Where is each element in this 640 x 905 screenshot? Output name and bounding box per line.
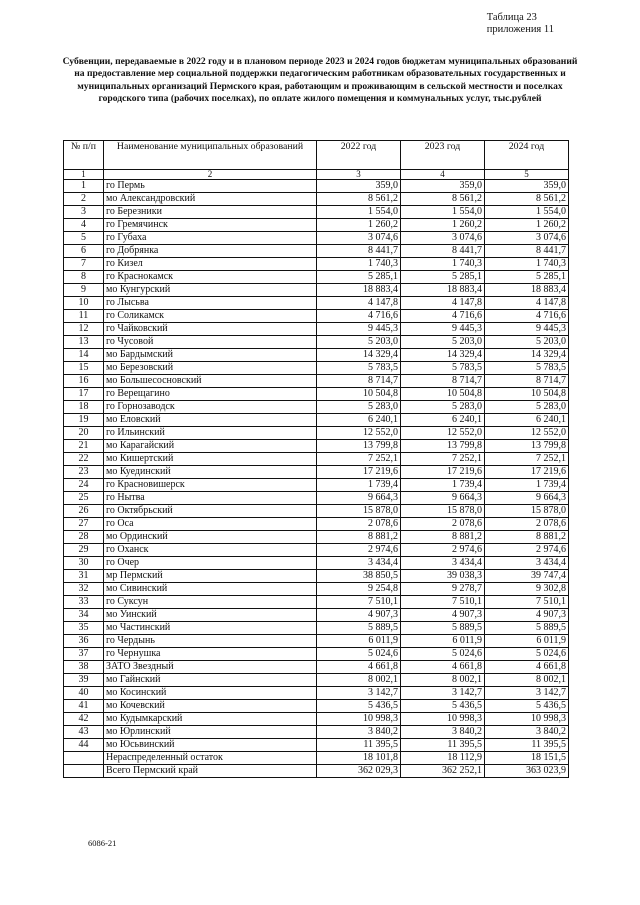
value-2022: 2 974,6 (317, 544, 401, 557)
municipality-name: мо Частинский (104, 622, 317, 635)
municipality-name: го Октябрьский (104, 505, 317, 518)
municipality-name: мо Уинский (104, 609, 317, 622)
municipality-name: го Пермь (104, 180, 317, 193)
value-2022: 10 998,3 (317, 713, 401, 726)
value-2022: 1 740,3 (317, 258, 401, 271)
municipality-name: ЗАТО Звездный (104, 661, 317, 674)
table-row (64, 518, 569, 531)
municipality-name: го Очер (104, 557, 317, 570)
value-2022: 10 504,8 (317, 388, 401, 401)
table-row (64, 336, 569, 349)
value-2023: 3 142,7 (401, 687, 485, 700)
value-2023: 10 504,8 (401, 388, 485, 401)
municipality-name: го Верещагино (104, 388, 317, 401)
value-2022: 18 101,8 (317, 752, 401, 765)
value-2022: 3 074,6 (317, 232, 401, 245)
value-2022: 2 078,6 (317, 518, 401, 531)
value-2023: 9 664,3 (401, 492, 485, 505)
value-2023: 7 252,1 (401, 453, 485, 466)
municipality-name: го Красновишерск (104, 479, 317, 492)
table-row (64, 648, 569, 661)
value-2022: 1 739,4 (317, 479, 401, 492)
municipality-name: мо Кудымкарский (104, 713, 317, 726)
table-row (64, 765, 569, 778)
municipality-name: го Чернушка (104, 648, 317, 661)
value-2023: 17 219,6 (401, 466, 485, 479)
value-2024: 3 074,6 (485, 232, 569, 245)
value-2024: 5 889,5 (485, 622, 569, 635)
row-number: 34 (64, 609, 104, 622)
municipality-name: мо Гайнский (104, 674, 317, 687)
table-header-row (64, 141, 569, 170)
value-2024: 363 023,9 (485, 765, 569, 778)
value-2023: 3 840,2 (401, 726, 485, 739)
row-number: 32 (64, 583, 104, 596)
municipality-name: Всего Пермский край (104, 765, 317, 778)
row-number: 41 (64, 700, 104, 713)
value-2022: 8 561,2 (317, 193, 401, 206)
value-2023: 5 783,5 (401, 362, 485, 375)
value-2024: 6 240,1 (485, 414, 569, 427)
value-2024: 13 799,8 (485, 440, 569, 453)
value-2024: 12 552,0 (485, 427, 569, 440)
table-row (64, 752, 569, 765)
value-2024: 11 395,5 (485, 739, 569, 752)
value-2023: 9 445,3 (401, 323, 485, 336)
value-2023: 5 285,1 (401, 271, 485, 284)
column-index: 1 (64, 170, 104, 180)
municipality-name: мо Кунгурский (104, 284, 317, 297)
value-2022: 1 260,2 (317, 219, 401, 232)
table-row (64, 466, 569, 479)
value-2023: 8 714,7 (401, 375, 485, 388)
municipality-name: го Суксун (104, 596, 317, 609)
table-row (64, 531, 569, 544)
municipality-name: го Соликамск (104, 310, 317, 323)
column-index: 5 (485, 170, 569, 180)
table-row (64, 570, 569, 583)
municipality-name: го Оханск (104, 544, 317, 557)
municipality-name: го Гремячинск (104, 219, 317, 232)
value-2023: 10 998,3 (401, 713, 485, 726)
row-number: 36 (64, 635, 104, 648)
value-2024: 18 151,5 (485, 752, 569, 765)
value-2024: 8 881,2 (485, 531, 569, 544)
row-number: 44 (64, 739, 104, 752)
municipality-name: го Оса (104, 518, 317, 531)
municipality-name: мо Карагайский (104, 440, 317, 453)
value-2023: 6 240,1 (401, 414, 485, 427)
municipality-name: мо Большесосновский (104, 375, 317, 388)
value-2024: 5 203,0 (485, 336, 569, 349)
value-2024: 359,0 (485, 180, 569, 193)
document-title: Субвенции, передаваемые в 2022 году и в плановом периоде 2023 и 2024 годов бюджетам муниципальных образований на предоставление мер социальной поддержки педагогическим работникам образовательных государственных и муниципальных организаций Пермского края, работающим и проживающим в сельской местности и поселках городского типа (рабочих поселках), по оплате жилого помещения и коммунальных услуг, тыс.рублей (62, 56, 578, 105)
value-2022: 359,0 (317, 180, 401, 193)
row-number: 16 (64, 375, 104, 388)
value-2024: 8 441,7 (485, 245, 569, 258)
value-2022: 5 889,5 (317, 622, 401, 635)
value-2023: 4 716,6 (401, 310, 485, 323)
row-number: 24 (64, 479, 104, 492)
table-row (64, 193, 569, 206)
column-header-number: № п/п (64, 141, 104, 170)
value-2024: 9 445,3 (485, 323, 569, 336)
municipality-name: го Краснокамск (104, 271, 317, 284)
value-2022: 3 840,2 (317, 726, 401, 739)
table-row (64, 635, 569, 648)
table-row (64, 401, 569, 414)
row-number: 7 (64, 258, 104, 271)
table-row (64, 596, 569, 609)
value-2024: 1 554,0 (485, 206, 569, 219)
value-2022: 5 285,1 (317, 271, 401, 284)
value-2022: 11 395,5 (317, 739, 401, 752)
municipality-name: мо Юрлинский (104, 726, 317, 739)
municipality-name: мо Бардымский (104, 349, 317, 362)
row-number: 30 (64, 557, 104, 570)
value-2022: 8 441,7 (317, 245, 401, 258)
value-2022: 18 883,4 (317, 284, 401, 297)
municipality-name: мо Кишертский (104, 453, 317, 466)
table-row (64, 388, 569, 401)
row-number: 33 (64, 596, 104, 609)
value-2024: 15 878,0 (485, 505, 569, 518)
municipality-name: го Горнозаводск (104, 401, 317, 414)
table-row (64, 726, 569, 739)
column-index: 4 (401, 170, 485, 180)
row-number: 5 (64, 232, 104, 245)
row-number: 4 (64, 219, 104, 232)
column-header-2024: 2024 год (485, 141, 569, 170)
value-2022: 14 329,4 (317, 349, 401, 362)
value-2022: 7 510,1 (317, 596, 401, 609)
row-number: 26 (64, 505, 104, 518)
value-2022: 4 907,3 (317, 609, 401, 622)
row-number: 23 (64, 466, 104, 479)
value-2024: 14 329,4 (485, 349, 569, 362)
value-2023: 12 552,0 (401, 427, 485, 440)
value-2023: 13 799,8 (401, 440, 485, 453)
municipality-name: го Кизел (104, 258, 317, 271)
value-2022: 362 029,3 (317, 765, 401, 778)
value-2022: 9 664,3 (317, 492, 401, 505)
row-number: 17 (64, 388, 104, 401)
row-number: 42 (64, 713, 104, 726)
value-2023: 8 441,7 (401, 245, 485, 258)
table-row (64, 323, 569, 336)
value-2023: 6 011,9 (401, 635, 485, 648)
table-row (64, 505, 569, 518)
column-index: 2 (104, 170, 317, 180)
row-number: 27 (64, 518, 104, 531)
municipality-name: мо Косинский (104, 687, 317, 700)
table-row (64, 180, 569, 193)
table-row (64, 622, 569, 635)
municipality-name: мо Березовский (104, 362, 317, 375)
value-2024: 10 998,3 (485, 713, 569, 726)
value-2023: 5 283,0 (401, 401, 485, 414)
value-2024: 1 740,3 (485, 258, 569, 271)
value-2022: 6 240,1 (317, 414, 401, 427)
value-2022: 15 878,0 (317, 505, 401, 518)
table-row (64, 375, 569, 388)
value-2024: 3 142,7 (485, 687, 569, 700)
table-row (64, 414, 569, 427)
value-2024: 17 219,6 (485, 466, 569, 479)
value-2024: 2 974,6 (485, 544, 569, 557)
value-2022: 13 799,8 (317, 440, 401, 453)
value-2023: 1 554,0 (401, 206, 485, 219)
value-2023: 4 661,8 (401, 661, 485, 674)
row-number: 9 (64, 284, 104, 297)
table-row (64, 479, 569, 492)
value-2023: 5 024,6 (401, 648, 485, 661)
value-2022: 9 445,3 (317, 323, 401, 336)
table-row (64, 362, 569, 375)
row-number (64, 752, 104, 765)
value-2024: 10 504,8 (485, 388, 569, 401)
table-row (64, 661, 569, 674)
value-2022: 5 783,5 (317, 362, 401, 375)
value-2023: 4 147,8 (401, 297, 485, 310)
municipality-name: го Лысьва (104, 297, 317, 310)
row-number: 1 (64, 180, 104, 193)
municipality-name: мо Ординский (104, 531, 317, 544)
value-2024: 5 783,5 (485, 362, 569, 375)
value-2023: 9 278,7 (401, 583, 485, 596)
row-number: 29 (64, 544, 104, 557)
value-2024: 8 561,2 (485, 193, 569, 206)
row-number: 28 (64, 531, 104, 544)
row-number: 35 (64, 622, 104, 635)
value-2023: 7 510,1 (401, 596, 485, 609)
value-2022: 4 661,8 (317, 661, 401, 674)
municipality-name: мр Пермский (104, 570, 317, 583)
value-2022: 5 436,5 (317, 700, 401, 713)
value-2024: 39 747,4 (485, 570, 569, 583)
value-2024: 5 024,6 (485, 648, 569, 661)
row-number: 10 (64, 297, 104, 310)
value-2024: 9 664,3 (485, 492, 569, 505)
value-2023: 359,0 (401, 180, 485, 193)
value-2023: 2 078,6 (401, 518, 485, 531)
municipality-name: го Губаха (104, 232, 317, 245)
municipality-name: го Чердынь (104, 635, 317, 648)
municipality-name: го Чусовой (104, 336, 317, 349)
table-row (64, 492, 569, 505)
row-number: 6 (64, 245, 104, 258)
table-row (64, 206, 569, 219)
row-number: 13 (64, 336, 104, 349)
table-row (64, 700, 569, 713)
row-number: 21 (64, 440, 104, 453)
value-2022: 4 716,6 (317, 310, 401, 323)
column-header-2023: 2023 год (401, 141, 485, 170)
table-row (64, 544, 569, 557)
value-2024: 4 716,6 (485, 310, 569, 323)
value-2024: 4 907,3 (485, 609, 569, 622)
municipality-name: мо Александровский (104, 193, 317, 206)
value-2023: 1 740,3 (401, 258, 485, 271)
value-2023: 8 002,1 (401, 674, 485, 687)
value-2023: 4 907,3 (401, 609, 485, 622)
row-number: 22 (64, 453, 104, 466)
value-2024: 4 147,8 (485, 297, 569, 310)
value-2024: 3 434,4 (485, 557, 569, 570)
value-2022: 5 024,6 (317, 648, 401, 661)
row-number: 2 (64, 193, 104, 206)
value-2023: 3 074,6 (401, 232, 485, 245)
value-2022: 8 714,7 (317, 375, 401, 388)
municipality-name: Нераспределенный остаток (104, 752, 317, 765)
row-number: 31 (64, 570, 104, 583)
table-row (64, 310, 569, 323)
column-header-2022: 2022 год (317, 141, 401, 170)
value-2024: 7 252,1 (485, 453, 569, 466)
municipality-name: го Нытва (104, 492, 317, 505)
value-2024: 5 283,0 (485, 401, 569, 414)
value-2024: 4 661,8 (485, 661, 569, 674)
value-2024: 18 883,4 (485, 284, 569, 297)
municipality-name: мо Юсьвинский (104, 739, 317, 752)
table-row (64, 349, 569, 362)
value-2023: 11 395,5 (401, 739, 485, 752)
table-body (64, 180, 569, 778)
subsidy-table (63, 140, 569, 778)
municipality-name: мо Сивинский (104, 583, 317, 596)
value-2022: 17 219,6 (317, 466, 401, 479)
document-code: 6086-21 (88, 838, 117, 848)
value-2023: 5 889,5 (401, 622, 485, 635)
table-row (64, 687, 569, 700)
row-number: 40 (64, 687, 104, 700)
municipality-name: мо Еловский (104, 414, 317, 427)
value-2022: 9 254,8 (317, 583, 401, 596)
value-2022: 3 434,4 (317, 557, 401, 570)
column-index-row (64, 170, 569, 180)
table-row (64, 245, 569, 258)
value-2024: 6 011,9 (485, 635, 569, 648)
value-2023: 14 329,4 (401, 349, 485, 362)
value-2022: 7 252,1 (317, 453, 401, 466)
table-row (64, 271, 569, 284)
table-row (64, 284, 569, 297)
appendix-label: приложения 11 (486, 24, 554, 35)
table-row (64, 713, 569, 726)
table-row (64, 583, 569, 596)
value-2023: 1 739,4 (401, 479, 485, 492)
value-2022: 1 554,0 (317, 206, 401, 219)
table-row (64, 609, 569, 622)
row-number: 15 (64, 362, 104, 375)
value-2023: 5 203,0 (401, 336, 485, 349)
value-2024: 1 260,2 (485, 219, 569, 232)
table-row (64, 219, 569, 232)
value-2024: 1 739,4 (485, 479, 569, 492)
value-2024: 5 436,5 (485, 700, 569, 713)
value-2024: 7 510,1 (485, 596, 569, 609)
row-number: 38 (64, 661, 104, 674)
table-row (64, 427, 569, 440)
table-row (64, 297, 569, 310)
table-row (64, 739, 569, 752)
row-number: 39 (64, 674, 104, 687)
table-row (64, 453, 569, 466)
row-number (64, 765, 104, 778)
value-2023: 8 881,2 (401, 531, 485, 544)
value-2022: 3 142,7 (317, 687, 401, 700)
municipality-name: го Чайковский (104, 323, 317, 336)
value-2023: 8 561,2 (401, 193, 485, 206)
table-row (64, 258, 569, 271)
row-number: 20 (64, 427, 104, 440)
value-2023: 18 112,9 (401, 752, 485, 765)
value-2023: 3 434,4 (401, 557, 485, 570)
value-2022: 8 002,1 (317, 674, 401, 687)
municipality-name: мо Кочевский (104, 700, 317, 713)
value-2023: 362 252,1 (401, 765, 485, 778)
value-2024: 8 714,7 (485, 375, 569, 388)
value-2022: 5 203,0 (317, 336, 401, 349)
table-row (64, 557, 569, 570)
municipality-name: го Добрянка (104, 245, 317, 258)
row-number: 37 (64, 648, 104, 661)
value-2022: 6 011,9 (317, 635, 401, 648)
value-2023: 1 260,2 (401, 219, 485, 232)
value-2023: 2 974,6 (401, 544, 485, 557)
table-row (64, 440, 569, 453)
value-2024: 9 302,8 (485, 583, 569, 596)
row-number: 11 (64, 310, 104, 323)
municipality-name: го Березники (104, 206, 317, 219)
row-number: 43 (64, 726, 104, 739)
value-2022: 38 850,5 (317, 570, 401, 583)
value-2023: 15 878,0 (401, 505, 485, 518)
row-number: 8 (64, 271, 104, 284)
municipality-name: мо Куединский (104, 466, 317, 479)
value-2023: 18 883,4 (401, 284, 485, 297)
row-number: 14 (64, 349, 104, 362)
row-number: 18 (64, 401, 104, 414)
value-2022: 12 552,0 (317, 427, 401, 440)
row-number: 25 (64, 492, 104, 505)
table-number-label: Таблица 23 (486, 12, 537, 23)
value-2024: 2 078,6 (485, 518, 569, 531)
value-2024: 8 002,1 (485, 674, 569, 687)
value-2024: 5 285,1 (485, 271, 569, 284)
row-number: 12 (64, 323, 104, 336)
table-reference (487, 12, 554, 36)
table-row (64, 674, 569, 687)
table-row (64, 232, 569, 245)
value-2022: 4 147,8 (317, 297, 401, 310)
column-header-name: Наименование муниципальных образований (104, 141, 317, 170)
value-2023: 39 038,3 (401, 570, 485, 583)
value-2024: 3 840,2 (485, 726, 569, 739)
value-2022: 8 881,2 (317, 531, 401, 544)
column-index: 3 (317, 170, 401, 180)
row-number: 19 (64, 414, 104, 427)
value-2023: 5 436,5 (401, 700, 485, 713)
value-2022: 5 283,0 (317, 401, 401, 414)
row-number: 3 (64, 206, 104, 219)
municipality-name: го Ильинский (104, 427, 317, 440)
